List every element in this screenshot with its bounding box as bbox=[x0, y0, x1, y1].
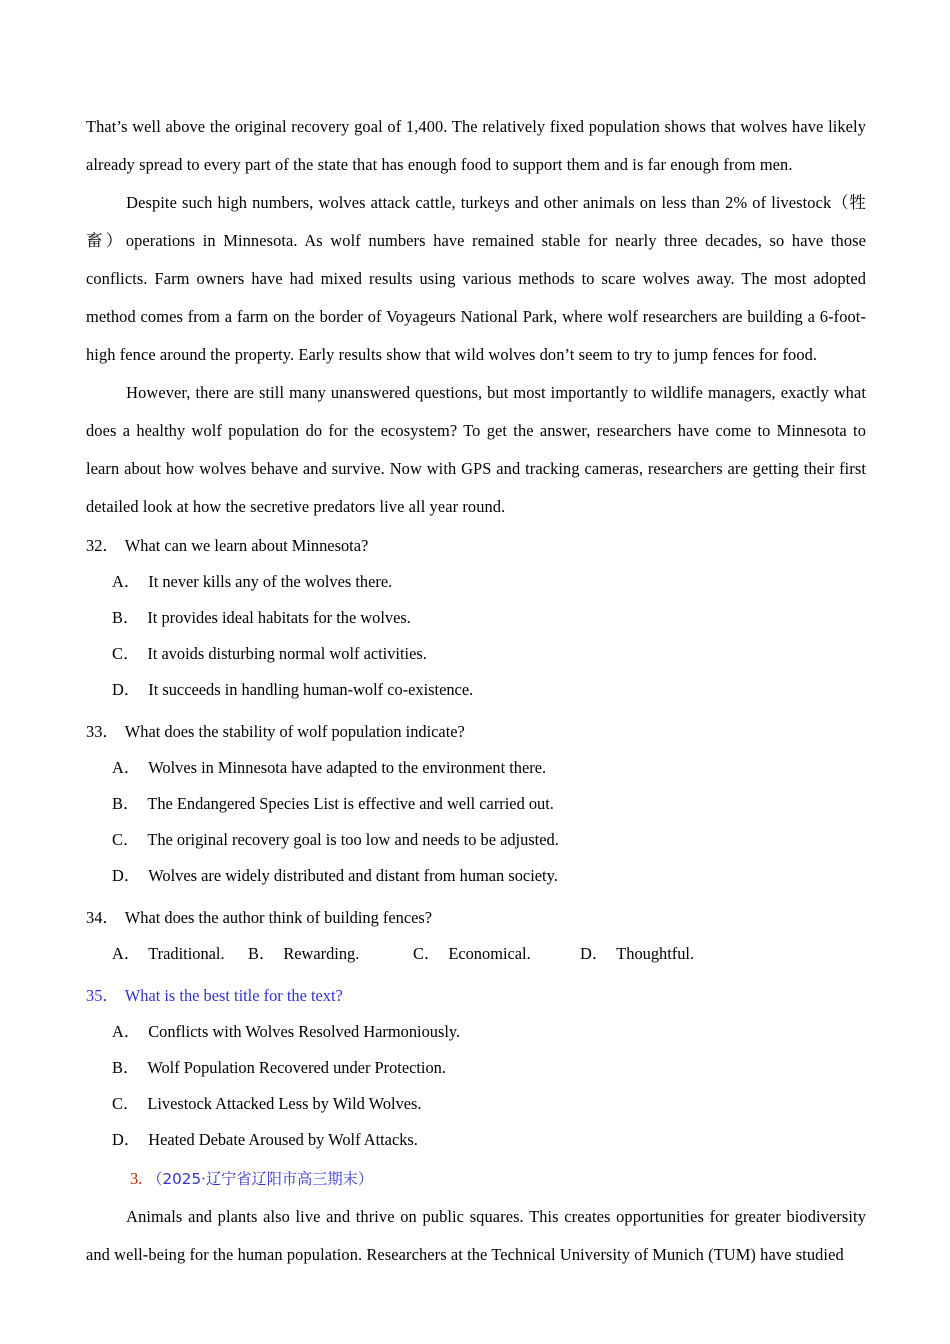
question-33-separator: ． bbox=[102, 722, 119, 741]
question-34-options-row bbox=[86, 936, 866, 972]
next-item-number: 3. bbox=[130, 1169, 143, 1188]
option-text: Economical. bbox=[448, 944, 531, 963]
option-text: Wolves are widely distributed and distant from human society. bbox=[148, 866, 558, 885]
next-item-source: （2025·辽宁省辽阳市高三期末） bbox=[147, 1170, 374, 1188]
question-33 bbox=[86, 714, 866, 894]
question-33-option-b[interactable] bbox=[86, 786, 866, 822]
option-letter: C bbox=[112, 830, 123, 849]
question-35-separator: ． bbox=[102, 986, 119, 1005]
option-letter: C bbox=[112, 644, 123, 663]
option-text: Conflicts with Wolves Resolved Harmoniously. bbox=[148, 1022, 461, 1041]
question-34-text: What does the author think of building fences? bbox=[124, 908, 433, 927]
question-32-number: 32 bbox=[86, 536, 103, 555]
option-letter: C bbox=[413, 944, 424, 963]
question-33-option-d[interactable] bbox=[86, 858, 866, 894]
question-35-text: What is the best title for the text? bbox=[124, 986, 343, 1005]
question-32-option-c[interactable] bbox=[86, 636, 866, 672]
question-35-option-a[interactable] bbox=[86, 1014, 866, 1050]
option-separator: ． bbox=[122, 1094, 140, 1113]
option-letter: C bbox=[112, 1094, 123, 1113]
question-34-option-d[interactable] bbox=[580, 936, 694, 972]
option-text: It succeeds in handling human-wolf co-existence. bbox=[148, 680, 474, 699]
question-32-stem bbox=[86, 528, 866, 564]
question-34-option-a[interactable] bbox=[112, 936, 248, 972]
option-text: The Endangered Species List is effective and well carried out. bbox=[147, 794, 554, 813]
question-34-separator: ． bbox=[102, 908, 119, 927]
passage-paragraph-1: That’s well above the original recovery goal of 1,400. The relatively fixed population shows that wolves have likely already spread to every part of the state that has enough food to support them and is far enough from men. bbox=[86, 117, 866, 174]
question-35-stem bbox=[86, 978, 866, 1014]
question-35-option-c[interactable] bbox=[86, 1086, 866, 1122]
option-separator: ． bbox=[122, 608, 140, 627]
option-letter: B bbox=[248, 944, 259, 963]
question-32-option-d[interactable] bbox=[86, 672, 866, 708]
option-separator: ． bbox=[123, 1022, 141, 1041]
question-33-number: 33 bbox=[86, 722, 103, 741]
option-separator: ． bbox=[123, 866, 141, 885]
next-item-paragraph: Animals and plants also live and thrive on public squares. This creates opportunities for greater biodiversity and well-being for the human population. Researchers at the Technical University of Munich (TUM) have studied bbox=[86, 1207, 866, 1264]
question-34-number: 34 bbox=[86, 908, 103, 927]
passage-paragraph-3: However, there are still many unanswered questions, but most importantly to wildlife managers, exactly what does a healthy wolf population do for the ecosystem? To get the answer, researchers have come to Minnesota to learn about how wolves behave and survive. Now with GPS and tracking cameras, researchers are getting their first detailed look at how the secretive predators live all year round. bbox=[86, 383, 866, 516]
question-32-text: What can we learn about Minnesota? bbox=[124, 536, 369, 555]
option-separator: ． bbox=[123, 944, 141, 963]
question-32 bbox=[86, 528, 866, 708]
option-separator: ． bbox=[122, 644, 140, 663]
option-text: It never kills any of the wolves there. bbox=[148, 572, 393, 591]
question-33-option-a[interactable] bbox=[86, 750, 866, 786]
option-text: Wolf Population Recovered under Protection. bbox=[147, 1058, 446, 1077]
option-text: Livestock Attacked Less by Wild Wolves. bbox=[147, 1094, 422, 1113]
option-text: Wolves in Minnesota have adapted to the environment there. bbox=[148, 758, 547, 777]
option-letter: A bbox=[112, 758, 124, 777]
question-34-option-b[interactable] bbox=[248, 936, 413, 972]
question-33-option-c[interactable] bbox=[86, 822, 866, 858]
question-34 bbox=[86, 900, 866, 972]
option-text: The original recovery goal is too low and needs to be adjusted. bbox=[147, 830, 559, 849]
passage-paragraph-2: Despite such high numbers, wolves attack cattle, turkeys and other animals on less than 2% of livestock（牲畜）operations in Minnesota. As wolf numbers have remained stable for nearly three decades, so have those conflicts. Farm owners have had mixed results using various methods to scare wolves away. The most adopted method comes from a farm on the border of Voyageurs National Park, where wolf researchers are building a 6-foot-high fence around the property. Early results show that wild wolves don’t seem to try to jump fences for food. bbox=[86, 193, 866, 364]
option-text: Heated Debate Aroused by Wolf Attacks. bbox=[148, 1130, 418, 1149]
option-letter: A bbox=[112, 572, 124, 591]
option-separator: ． bbox=[123, 680, 141, 699]
option-separator: ． bbox=[122, 1058, 140, 1077]
question-33-stem bbox=[86, 714, 866, 750]
option-letter: A bbox=[112, 944, 124, 963]
option-letter: D bbox=[580, 944, 592, 963]
option-text: It provides ideal habitats for the wolves. bbox=[147, 608, 411, 627]
option-separator: ． bbox=[122, 830, 140, 849]
option-text: Thoughtful. bbox=[616, 944, 695, 963]
option-letter: A bbox=[112, 1022, 124, 1041]
option-separator: ． bbox=[123, 1130, 141, 1149]
option-separator: ． bbox=[423, 944, 441, 963]
question-34-option-c[interactable] bbox=[413, 936, 580, 972]
option-letter: D bbox=[112, 680, 124, 699]
page-body-column bbox=[86, 108, 866, 1274]
question-35-option-d[interactable] bbox=[86, 1122, 866, 1158]
option-letter: B bbox=[112, 1058, 123, 1077]
question-32-option-b[interactable] bbox=[86, 600, 866, 636]
option-separator: ． bbox=[258, 944, 276, 963]
option-separator: ． bbox=[122, 794, 140, 813]
option-letter: D bbox=[112, 866, 124, 885]
question-35-number: 35 bbox=[86, 986, 103, 1005]
question-32-option-a[interactable] bbox=[86, 564, 866, 600]
question-34-stem bbox=[86, 900, 866, 936]
option-text: Traditional. bbox=[148, 944, 225, 963]
option-text: It avoids disturbing normal wolf activities. bbox=[147, 644, 427, 663]
question-35-option-b[interactable] bbox=[86, 1050, 866, 1086]
question-35 bbox=[86, 978, 866, 1158]
question-33-text: What does the stability of wolf population indicate? bbox=[124, 722, 465, 741]
option-letter: D bbox=[112, 1130, 124, 1149]
option-letter: B bbox=[112, 608, 123, 627]
option-text: Rewarding. bbox=[283, 944, 360, 963]
next-item-heading bbox=[86, 1160, 866, 1198]
option-separator: ． bbox=[123, 572, 141, 591]
option-separator: ． bbox=[123, 758, 141, 777]
option-letter: B bbox=[112, 794, 123, 813]
option-separator: ． bbox=[591, 944, 609, 963]
question-32-separator: ． bbox=[102, 536, 119, 555]
